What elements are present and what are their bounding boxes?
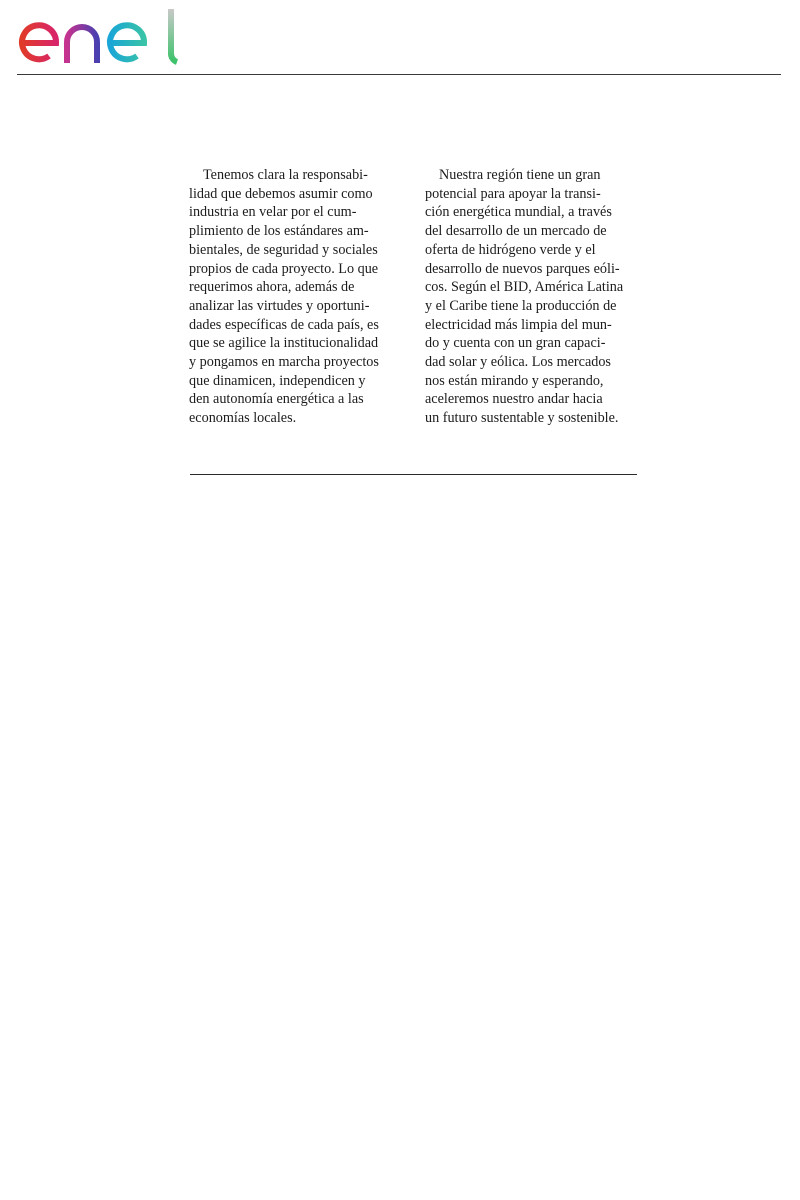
article-right-column	[425, 166, 640, 428]
text-line: oferta de hidrógeno verde y el	[425, 241, 596, 258]
text-line: industria en velar por el cum-	[189, 204, 357, 221]
text-line: requerimos ahora, además de	[189, 279, 355, 296]
header-divider	[17, 74, 781, 75]
text-line: y pongamos en marcha proyectos	[189, 354, 379, 371]
text-line: que dinamicen, independicen y	[189, 372, 366, 389]
text-line: cos. Según el BID, América Latina	[425, 279, 624, 296]
text-line: Nuestra región tiene un gran	[439, 167, 601, 183]
text-line: aceleremos nuestro andar hacia	[425, 391, 603, 408]
enel-logo-mark	[16, 6, 182, 66]
text-line: desarrollo de nuevos parques eóli-	[425, 260, 620, 277]
article-left-column	[189, 166, 401, 428]
text-line: nos están mirando y esperando,	[425, 372, 604, 389]
text-line: bientales, de seguridad y sociales	[189, 241, 378, 258]
article-end-divider	[190, 474, 637, 475]
text-line: Tenemos clara la responsabi-	[203, 167, 368, 183]
text-line: propios de cada proyecto. Lo que	[189, 260, 379, 277]
text-line: que se agilice la institucionalidad	[189, 335, 379, 352]
text-line: economías locales.	[189, 410, 297, 427]
text-line: den autonomía energética a las	[189, 391, 364, 408]
text-line: plimiento de los estándares am-	[189, 223, 369, 240]
text-line: dades específicas de cada país, es	[189, 316, 379, 333]
text-line: y el Caribe tiene la producción de	[425, 297, 617, 314]
text-line: potencial para apoyar la transi-	[425, 185, 601, 202]
text-line: del desarrollo de un mercado de	[425, 223, 607, 240]
text-line: un futuro sustentable y sostenible.	[425, 410, 619, 427]
text-line: electricidad más limpia del mun-	[425, 316, 612, 333]
text-line: ción energética mundial, a través	[425, 204, 612, 221]
text-line: lidad que debemos asumir como	[189, 185, 373, 202]
text-line: do y cuenta con un gran capaci-	[425, 335, 606, 352]
text-line: analizar las virtudes y oportuni-	[189, 297, 370, 314]
text-line: dad solar y eólica. Los mercados	[425, 354, 611, 371]
enel-logo	[16, 6, 182, 66]
